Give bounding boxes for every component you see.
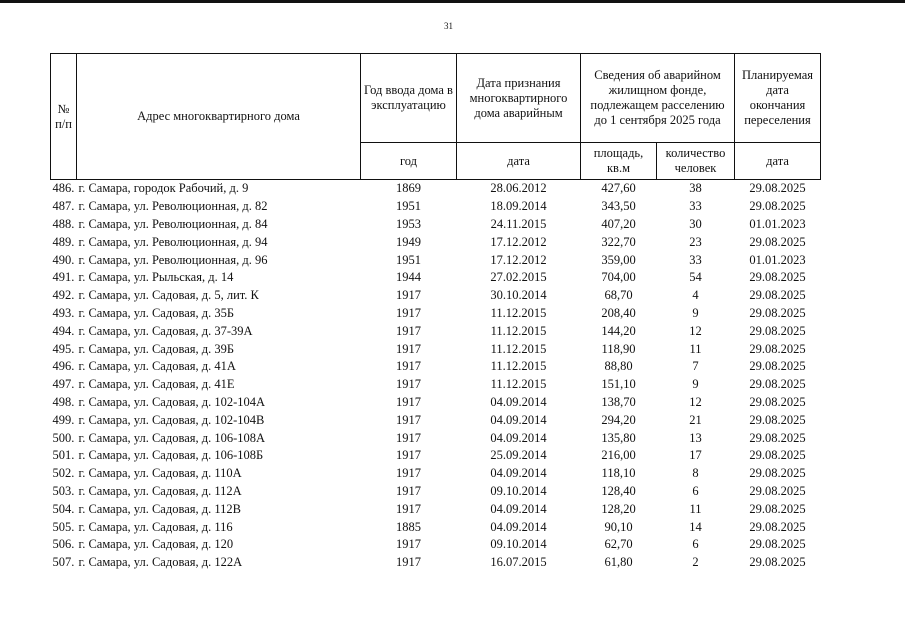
address-cell: г. Самара, городок Рабочий, д. 9 — [78, 181, 249, 196]
recognition-date-cell: 24.11.2015 — [490, 216, 547, 231]
planned-date-cell: 29.08.2025 — [749, 555, 806, 570]
area-cell: 359,00 — [601, 252, 636, 267]
planned-date-cell: 29.08.2025 — [749, 199, 806, 214]
people-count-cell: 14 — [689, 519, 702, 534]
recognition-date-cell: 04.09.2014 — [490, 466, 547, 481]
year-cell: 1885 — [396, 519, 421, 534]
planned-date-cell: 29.08.2025 — [749, 181, 806, 196]
table-body — [51, 180, 821, 572]
people-count-cell: 6 — [692, 537, 699, 552]
people-count-cell: 23 — [689, 234, 702, 249]
year-cell: 1917 — [396, 412, 421, 427]
year-cell: 1917 — [396, 323, 421, 338]
recognition-date-cell: 25.09.2014 — [490, 448, 547, 463]
year-cell: 1917 — [396, 394, 421, 409]
recognition-date-cell: 18.09.2014 — [490, 199, 547, 214]
address-cell: г. Самара, ул. Садовая, д. 110А — [78, 466, 242, 481]
planned-date-cell: 01.01.2023 — [749, 252, 806, 267]
recognition-date-cell: 16.07.2015 — [490, 555, 547, 570]
row-number: 490. — [52, 252, 75, 267]
area-cell: 128,40 — [601, 483, 636, 498]
year-cell: 1917 — [396, 288, 421, 303]
year-cell: 1917 — [396, 483, 421, 498]
table-row — [51, 322, 821, 340]
housing-register-table — [50, 53, 821, 572]
row-number: 494. — [52, 323, 75, 338]
year-cell: 1917 — [396, 501, 421, 516]
year-cell: 1949 — [396, 234, 421, 249]
table-row — [51, 251, 821, 269]
row-number: 488. — [52, 216, 75, 231]
year-cell: 1917 — [396, 537, 421, 552]
table-row — [51, 358, 821, 376]
header-address: Адрес многоквартирного дома — [77, 54, 361, 180]
area-cell: 407,20 — [601, 216, 636, 231]
people-count-cell: 9 — [692, 377, 699, 392]
row-number: 500. — [52, 430, 75, 445]
planned-date-cell: 29.08.2025 — [749, 305, 806, 320]
recognition-date-cell: 04.09.2014 — [490, 519, 547, 534]
planned-date-cell: 01.01.2023 — [749, 216, 806, 231]
planned-date-cell: 29.08.2025 — [749, 519, 806, 534]
year-cell: 1944 — [396, 270, 421, 285]
planned-date-cell: 29.08.2025 — [749, 270, 806, 285]
address-cell: г. Самара, ул. Садовая, д. 122А — [78, 555, 243, 570]
table-row — [51, 269, 821, 287]
row-number: 487. — [52, 199, 75, 214]
area-cell: 343,50 — [601, 199, 636, 214]
year-cell: 1951 — [396, 252, 421, 267]
area-cell: 151,10 — [601, 377, 636, 392]
recognition-date-cell: 30.10.2014 — [490, 288, 547, 303]
header-planned-date: Планируемая дата окончания переселения — [735, 54, 821, 143]
subheader-date: дата — [457, 143, 581, 180]
table-row — [51, 411, 821, 429]
address-cell: г. Самара, ул. Рыльская, д. 14 — [78, 270, 234, 285]
recognition-date-cell: 04.09.2014 — [490, 430, 547, 445]
area-cell: 144,20 — [601, 323, 636, 338]
recognition-date-cell: 04.09.2014 — [490, 394, 547, 409]
planned-date-cell: 29.08.2025 — [749, 466, 806, 481]
area-cell: 62,70 — [604, 537, 633, 552]
address-cell: г. Самара, ул. Садовая, д. 116 — [78, 519, 233, 534]
area-cell: 61,80 — [604, 555, 633, 570]
row-number: 496. — [52, 359, 75, 374]
year-cell: 1917 — [396, 305, 421, 320]
table-row — [51, 233, 821, 251]
row-number: 497. — [52, 377, 75, 392]
planned-date-cell: 29.08.2025 — [749, 359, 806, 374]
area-cell: 704,00 — [601, 270, 636, 285]
year-cell: 1953 — [396, 216, 421, 231]
year-cell: 1917 — [396, 341, 421, 356]
subheader-planned: дата — [735, 143, 821, 180]
planned-date-cell: 29.08.2025 — [749, 412, 806, 427]
address-cell: г. Самара, ул. Садовая, д. 112В — [78, 501, 241, 516]
address-cell: г. Самара, ул. Садовая, д. 35Б — [78, 305, 235, 320]
area-cell: 128,20 — [601, 501, 636, 516]
area-cell: 138,70 — [601, 394, 636, 409]
people-count-cell: 38 — [689, 181, 702, 196]
area-cell: 216,00 — [601, 448, 636, 463]
page-number: 31 — [444, 21, 453, 31]
table-row — [51, 287, 821, 305]
recognition-date-cell: 27.02.2015 — [490, 270, 547, 285]
recognition-date-cell: 09.10.2014 — [490, 483, 547, 498]
subheader-people: количество человек — [657, 143, 735, 180]
recognition-date-cell: 09.10.2014 — [490, 537, 547, 552]
row-number: 503. — [52, 483, 75, 498]
planned-date-cell: 29.08.2025 — [749, 288, 806, 303]
table-row — [51, 429, 821, 447]
row-number: 499. — [52, 412, 75, 427]
row-number: 489. — [52, 234, 75, 249]
address-cell: г. Самара, ул. Садовая, д. 106-108Б — [78, 448, 264, 463]
row-number: 495. — [52, 341, 75, 356]
row-number: 505. — [52, 519, 75, 534]
recognition-date-cell: 11.12.2015 — [490, 305, 547, 320]
area-cell: 135,80 — [601, 430, 636, 445]
year-cell: 1917 — [396, 430, 421, 445]
address-cell: г. Самара, ул. Садовая, д. 106-108А — [78, 430, 266, 445]
area-cell: 294,20 — [601, 412, 636, 427]
row-number: 498. — [52, 394, 75, 409]
people-count-cell: 9 — [692, 305, 699, 320]
area-cell: 208,40 — [601, 305, 636, 320]
planned-date-cell: 29.08.2025 — [749, 501, 806, 516]
people-count-cell: 8 — [692, 466, 699, 481]
table-row — [51, 198, 821, 216]
recognition-date-cell: 11.12.2015 — [490, 377, 547, 392]
people-count-cell: 12 — [689, 394, 702, 409]
year-cell: 1951 — [396, 199, 421, 214]
row-number: 502. — [52, 466, 75, 481]
address-cell: г. Самара, ул. Садовая, д. 37-39А — [78, 323, 253, 338]
address-cell: г. Самара, ул. Садовая, д. 41А — [78, 359, 236, 374]
people-count-cell: 21 — [689, 412, 702, 427]
people-count-cell: 4 — [692, 288, 699, 303]
people-count-cell: 33 — [689, 252, 702, 267]
recognition-date-cell: 04.09.2014 — [490, 501, 547, 516]
table-row — [51, 376, 821, 394]
row-number: 491. — [52, 270, 75, 285]
planned-date-cell: 29.08.2025 — [749, 483, 806, 498]
table-row — [51, 340, 821, 358]
address-cell: г. Самара, ул. Садовая, д. 102-104В — [78, 412, 265, 427]
planned-date-cell: 29.08.2025 — [749, 394, 806, 409]
planned-date-cell: 29.08.2025 — [749, 448, 806, 463]
area-cell: 427,60 — [601, 181, 636, 196]
address-cell: г. Самара, ул. Революционная, д. 96 — [78, 252, 268, 267]
area-cell: 88,80 — [604, 359, 633, 374]
address-cell: г. Самара, ул. Садовая, д. 39Б — [78, 341, 235, 356]
address-cell: г. Самара, ул. Революционная, д. 84 — [78, 216, 268, 231]
table-row — [51, 180, 821, 198]
planned-date-cell: 29.08.2025 — [749, 537, 806, 552]
top-border-line — [0, 0, 905, 3]
address-cell: г. Самара, ул. Революционная, д. 94 — [78, 234, 268, 249]
table-row — [51, 465, 821, 483]
subheader-year: год — [361, 143, 457, 180]
recognition-date-cell: 11.12.2015 — [490, 323, 547, 338]
table-row — [51, 554, 821, 572]
area-cell: 322,70 — [601, 234, 636, 249]
year-cell: 1869 — [396, 181, 421, 196]
table-row — [51, 483, 821, 501]
recognition-date-cell: 17.12.2012 — [490, 234, 547, 249]
address-cell: г. Самара, ул. Садовая, д. 102-104А — [78, 394, 266, 409]
people-count-cell: 7 — [692, 359, 699, 374]
year-cell: 1917 — [396, 359, 421, 374]
header-recognition-date: Дата признания многоквартирного дома аварийным — [457, 54, 581, 143]
people-count-cell: 33 — [689, 199, 702, 214]
header-num: № п/п — [51, 54, 77, 180]
address-cell: г. Самара, ул. Садовая, д. 120 — [78, 537, 234, 552]
address-cell: г. Самара, ул. Садовая, д. 5, лит. К — [78, 288, 259, 303]
people-count-cell: 6 — [692, 483, 699, 498]
recognition-date-cell: 17.12.2012 — [490, 252, 547, 267]
table-row — [51, 305, 821, 323]
table-row — [51, 447, 821, 465]
row-number: 504. — [52, 501, 75, 516]
planned-date-cell: 29.08.2025 — [749, 341, 806, 356]
year-cell: 1917 — [396, 466, 421, 481]
row-number: 506. — [52, 537, 75, 552]
people-count-cell: 12 — [689, 323, 702, 338]
people-count-cell: 17 — [689, 448, 702, 463]
table-row — [51, 500, 821, 518]
subheader-area: площадь, кв.м — [581, 143, 657, 180]
year-cell: 1917 — [396, 448, 421, 463]
row-number: 501. — [52, 448, 75, 463]
address-cell: г. Самара, ул. Садовая, д. 112А — [78, 483, 242, 498]
row-number: 486. — [52, 181, 75, 196]
recognition-date-cell: 28.06.2012 — [490, 181, 547, 196]
recognition-date-cell: 04.09.2014 — [490, 412, 547, 427]
recognition-date-cell: 11.12.2015 — [490, 359, 547, 374]
people-count-cell: 54 — [689, 270, 702, 285]
area-cell: 118,10 — [601, 466, 636, 481]
address-cell: г. Самара, ул. Революционная, д. 82 — [78, 199, 268, 214]
table-row — [51, 216, 821, 234]
year-cell: 1917 — [396, 555, 421, 570]
row-number: 507. — [52, 555, 75, 570]
header-year: Год ввода дома в эксплуатацию — [361, 54, 457, 143]
year-cell: 1917 — [396, 377, 421, 392]
table-row — [51, 394, 821, 412]
planned-date-cell: 29.08.2025 — [749, 430, 806, 445]
row-number: 492. — [52, 288, 75, 303]
planned-date-cell: 29.08.2025 — [749, 234, 806, 249]
planned-date-cell: 29.08.2025 — [749, 377, 806, 392]
people-count-cell: 30 — [689, 216, 702, 231]
recognition-date-cell: 11.12.2015 — [490, 341, 547, 356]
people-count-cell: 13 — [689, 430, 702, 445]
area-cell: 68,70 — [604, 288, 633, 303]
table-row — [51, 518, 821, 536]
people-count-cell: 11 — [689, 341, 702, 356]
planned-date-cell: 29.08.2025 — [749, 323, 806, 338]
table-row — [51, 536, 821, 554]
area-cell: 90,10 — [604, 519, 633, 534]
row-number: 493. — [52, 305, 75, 320]
address-cell: г. Самара, ул. Садовая, д. 41Е — [78, 377, 235, 392]
header-fund-info: Сведения об аварийном жилищном фонде, подлежащем расселению до 1 сентября 2025 года — [581, 54, 735, 143]
area-cell: 118,90 — [601, 341, 636, 356]
people-count-cell: 11 — [689, 501, 702, 516]
people-count-cell: 2 — [692, 555, 699, 570]
